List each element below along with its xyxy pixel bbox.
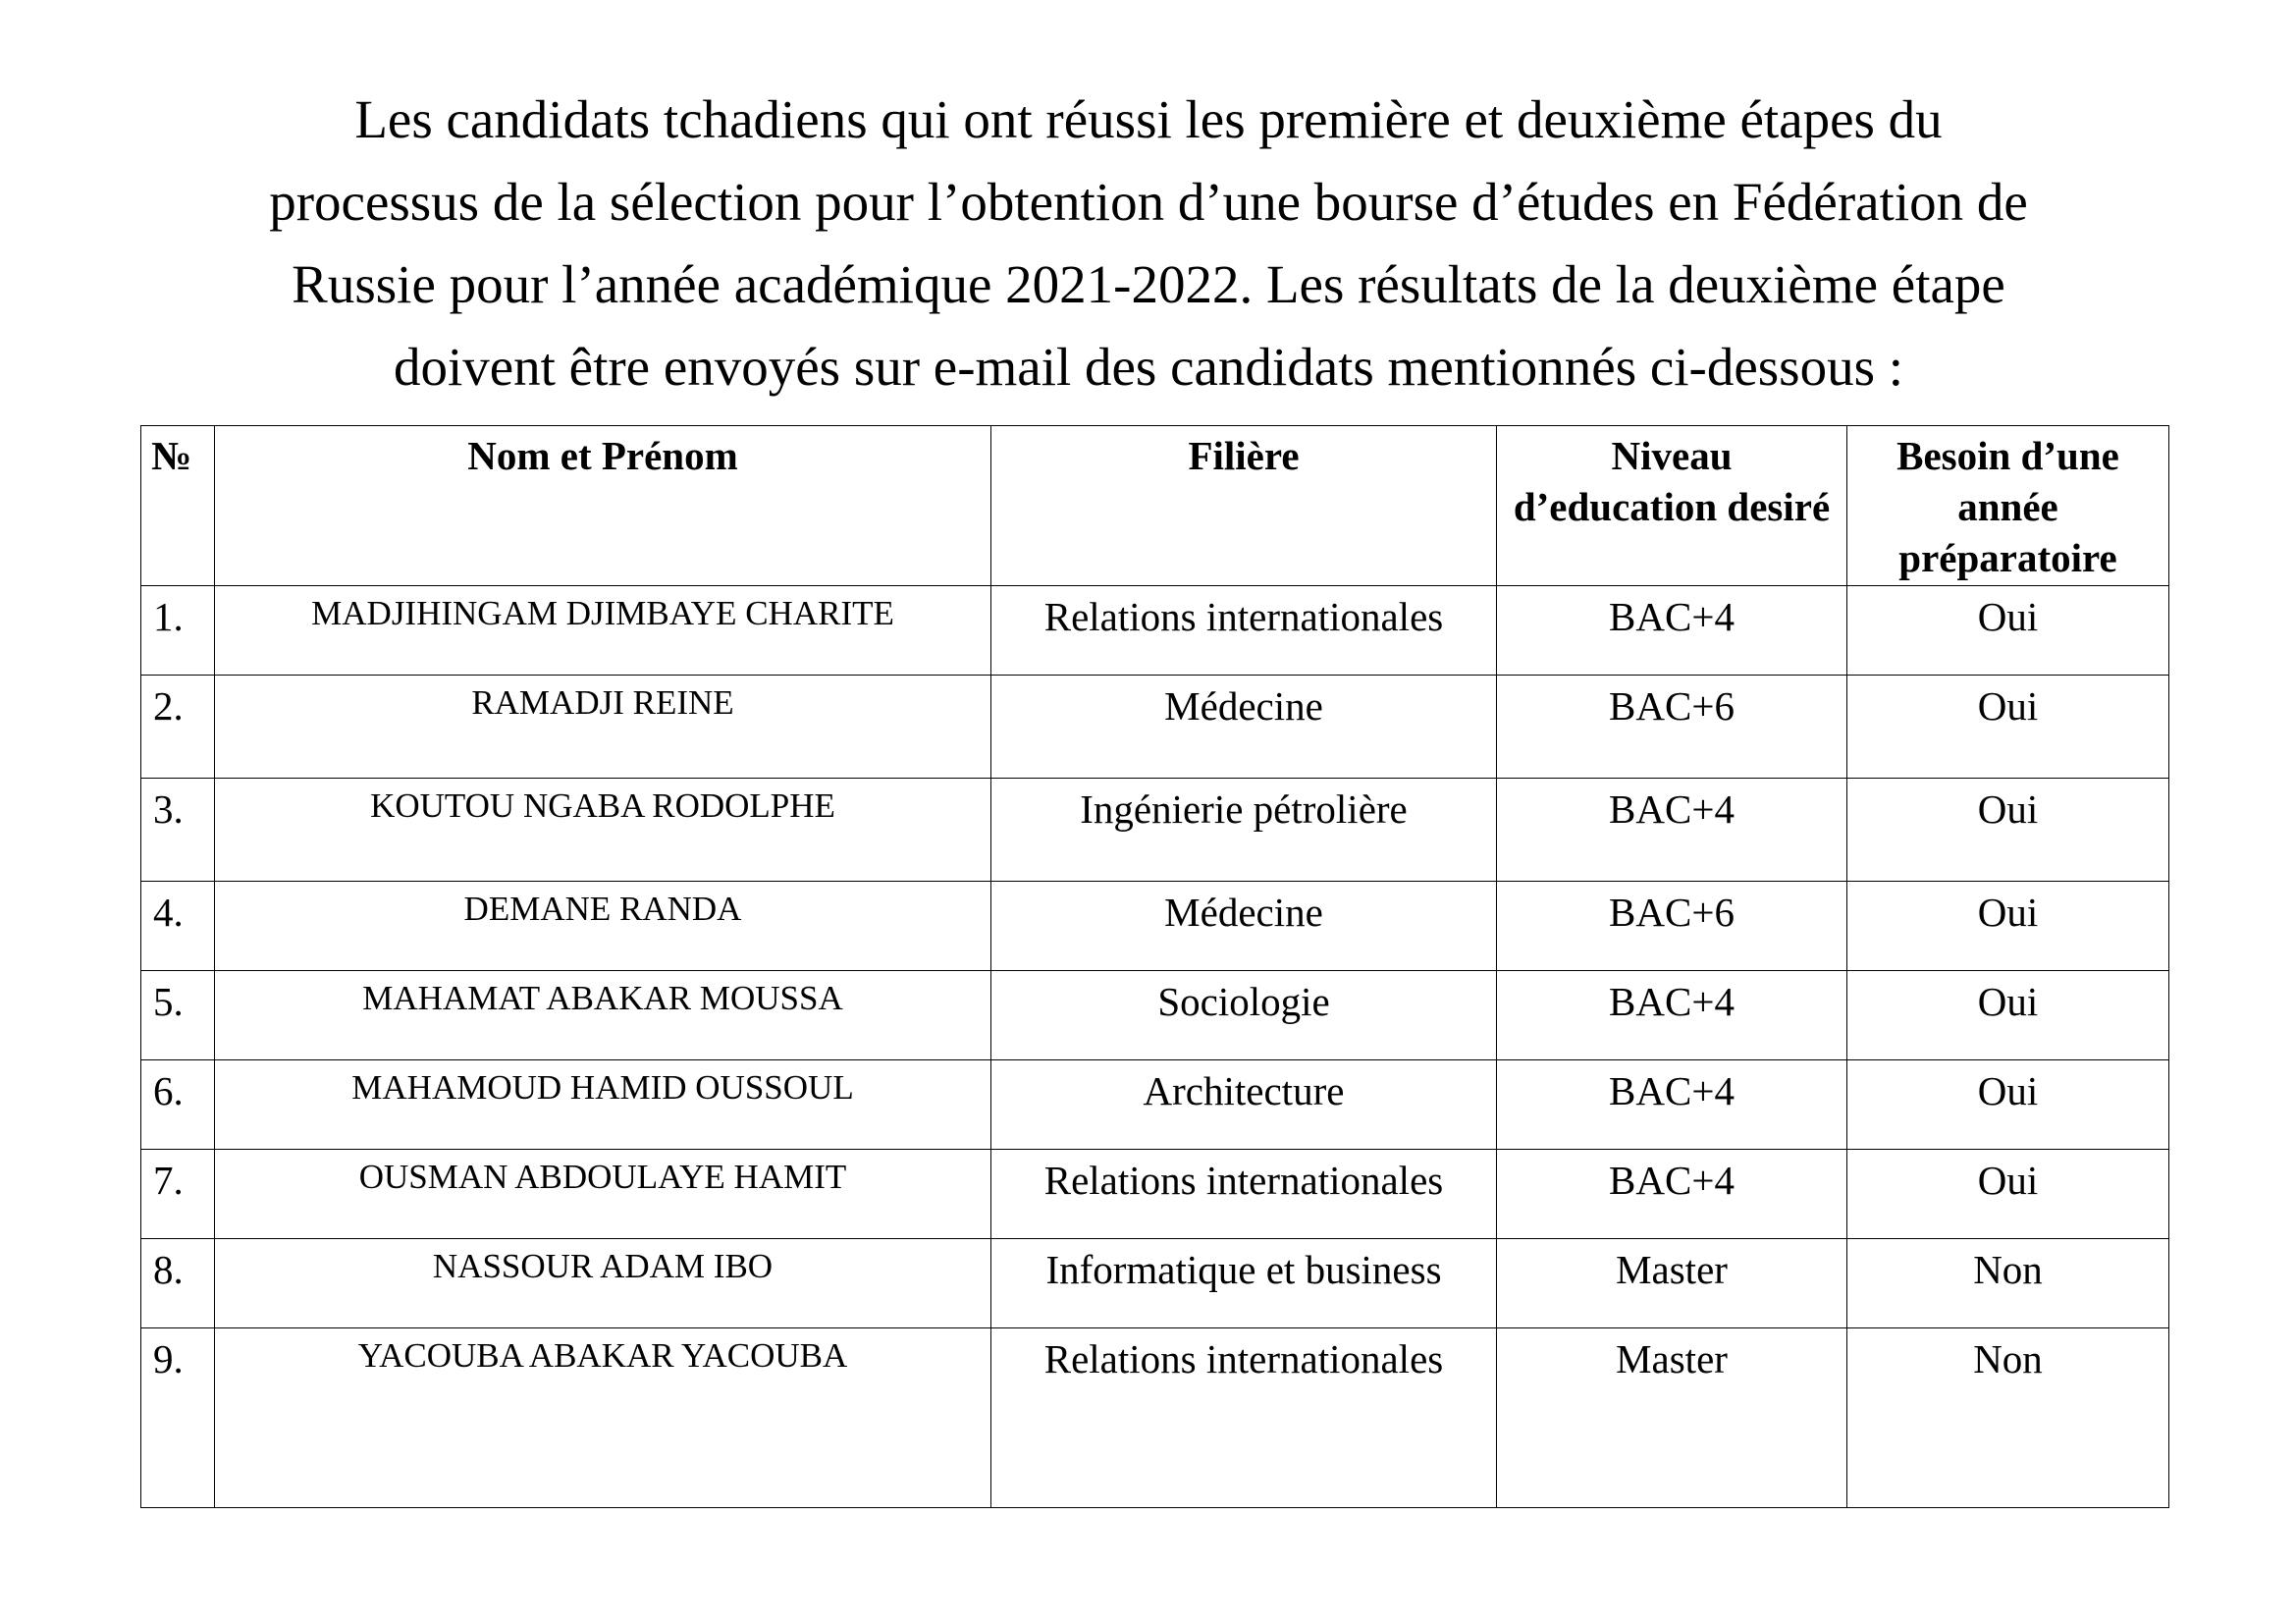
intro-line-2: processus de la sélection pour l’obtention d’une bourse d’études en Fédération de — [269, 172, 2028, 232]
candidate-filiere: Relations internationales — [991, 1328, 1497, 1508]
candidate-name: MAHAMOUD HAMID OUSSOUL — [215, 1060, 991, 1150]
candidate-niveau: BAC+4 — [1497, 779, 1847, 882]
intro-paragraph — [147, 79, 2150, 408]
candidate-name: KOUTOU NGABA RODOLPHE — [215, 779, 991, 882]
row-number: 9. — [141, 1328, 215, 1508]
table-row — [141, 1239, 2169, 1328]
candidate-niveau: Master — [1497, 1328, 1847, 1508]
candidates-table — [140, 425, 2169, 1508]
header-name: Nom et Prénom — [215, 426, 991, 586]
candidate-besoin: Oui — [1847, 1150, 2169, 1239]
header-number: № — [141, 426, 215, 586]
table-row — [141, 1060, 2169, 1150]
candidate-filiere: Sociologie — [991, 971, 1497, 1060]
candidate-name: MAHAMAT ABAKAR MOUSSA — [215, 971, 991, 1060]
row-number: 6. — [141, 1060, 215, 1150]
candidate-filiere: Informatique et business — [991, 1239, 1497, 1328]
candidate-niveau: BAC+4 — [1497, 1060, 1847, 1150]
intro-line-1: Les candidats tchadiens qui ont réussi les première et deuxième étapes du — [354, 89, 1943, 149]
table-row — [141, 586, 2169, 676]
candidate-filiere: Relations internationales — [991, 586, 1497, 676]
candidate-besoin: Oui — [1847, 779, 2169, 882]
row-number: 1. — [141, 586, 215, 676]
row-number: 3. — [141, 779, 215, 882]
table-row — [141, 882, 2169, 971]
candidate-name: NASSOUR ADAM IBO — [215, 1239, 991, 1328]
table-row — [141, 1328, 2169, 1508]
row-number: 2. — [141, 676, 215, 779]
candidate-filiere: Médecine — [991, 676, 1497, 779]
candidate-name: YACOUBA ABAKAR YACOUBA — [215, 1328, 991, 1508]
candidate-name: OUSMAN ABDOULAYE HAMIT — [215, 1150, 991, 1239]
candidate-besoin: Oui — [1847, 1060, 2169, 1150]
candidate-filiere: Ingénierie pétrolière — [991, 779, 1497, 882]
header-besoin: Besoin d’une année préparatoire — [1847, 426, 2169, 586]
candidate-niveau: BAC+6 — [1497, 882, 1847, 971]
table-row — [141, 971, 2169, 1060]
candidate-niveau: BAC+6 — [1497, 676, 1847, 779]
candidate-niveau: BAC+4 — [1497, 1150, 1847, 1239]
table-header-row — [141, 426, 2169, 586]
row-number: 8. — [141, 1239, 215, 1328]
intro-line-4: doivent être envoyés sur e-mail des candidats mentionnés ci-dessous : — [393, 337, 1904, 397]
header-filiere: Filière — [991, 426, 1497, 586]
candidate-name: DEMANE RANDA — [215, 882, 991, 971]
candidate-filiere: Médecine — [991, 882, 1497, 971]
candidate-besoin: Oui — [1847, 882, 2169, 971]
candidate-besoin: Non — [1847, 1239, 2169, 1328]
candidate-niveau: BAC+4 — [1497, 971, 1847, 1060]
intro-line-3: Russie pour l’année académique 2021-2022. Les résultats de la deuxième étape — [292, 254, 2005, 314]
header-niveau: Niveau d’education desiré — [1497, 426, 1847, 586]
candidate-niveau: BAC+4 — [1497, 586, 1847, 676]
table-row — [141, 676, 2169, 779]
candidate-besoin: Oui — [1847, 971, 2169, 1060]
candidate-besoin: Non — [1847, 1328, 2169, 1508]
table-row — [141, 1150, 2169, 1239]
candidate-name: RAMADJI REINE — [215, 676, 991, 779]
row-number: 5. — [141, 971, 215, 1060]
candidate-besoin: Oui — [1847, 586, 2169, 676]
candidate-filiere: Architecture — [991, 1060, 1497, 1150]
candidate-filiere: Relations internationales — [991, 1150, 1497, 1239]
candidate-name: MADJIHINGAM DJIMBAYE CHARITE — [215, 586, 991, 676]
candidate-besoin: Oui — [1847, 676, 2169, 779]
row-number: 4. — [141, 882, 215, 971]
row-number: 7. — [141, 1150, 215, 1239]
candidate-niveau: Master — [1497, 1239, 1847, 1328]
table-row — [141, 779, 2169, 882]
